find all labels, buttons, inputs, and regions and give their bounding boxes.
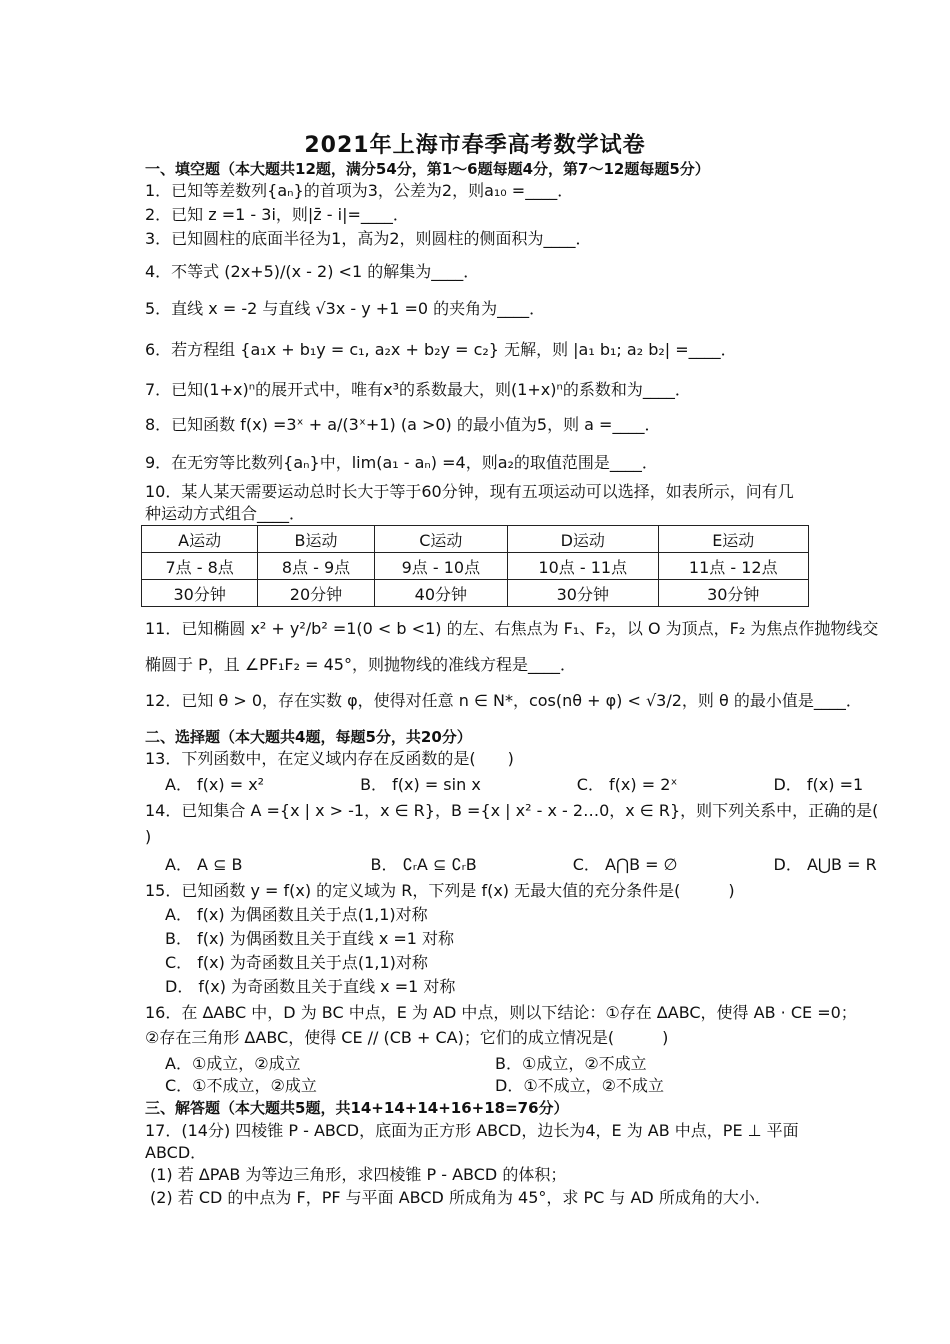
question-16-option-d: D．①不成立，②不成立 bbox=[495, 1076, 665, 1095]
question-15: 15．已知函数 y = f(x) 的定义域为 R，下列是 f(x) 无最大值的充分条件是( ) bbox=[145, 881, 735, 900]
question-17-line-2: ABCD． bbox=[145, 1143, 207, 1162]
question-16-line-2: ②存在三角形 ΔABC，使得 CE // (CB + CA)；它们的成立情况是( ) bbox=[145, 1028, 669, 1047]
table-cell: 30分钟 bbox=[142, 580, 258, 607]
table-cell: 7点 - 8点 bbox=[142, 553, 258, 580]
table-header-cell: B运动 bbox=[258, 526, 374, 553]
question-14-options: A． A ⊆ B B． ∁ᵣA ⊆ ∁ᵣB C． A⋂B = ∅ D． A⋃B = R bbox=[165, 855, 877, 874]
question-3: 3．已知圆柱的底面半径为1，高为2，则圆柱的侧面积为____． bbox=[145, 229, 592, 248]
question-17-line-1: 17．(14分) 四棱锥 P - ABCD，底面为正方形 ABCD，边长为4，E 为 AB 中点，PE ⊥ 平面 bbox=[145, 1121, 799, 1140]
question-17-part-2: (2) 若 CD 的中点为 F，PF 与平面 ABCD 所成角为 45°，求 PC 与 AD 所成角的大小． bbox=[150, 1188, 771, 1207]
question-6: 6．若方程组 {a₁x + b₁y = c₁, a₂x + b₂y = c₂} 无解，则 |a₁ b₁; a₂ b₂| =____． bbox=[145, 340, 737, 359]
exercise-table bbox=[141, 525, 809, 607]
question-11-line-1: 11．已知椭圆 x² + y²/b² =1(0 < b <1) 的左、右焦点为 F₁、F₂，以 O 为顶点，F₂ 为焦点作抛物线交 bbox=[145, 619, 879, 638]
table-cell: 9点 - 10点 bbox=[374, 553, 507, 580]
table-row bbox=[142, 526, 809, 553]
table-cell: 20分钟 bbox=[258, 580, 374, 607]
question-8: 8．已知函数 f(x) =3ˣ + a/(3ˣ+1) (a >0) 的最小值为5，则 a =____． bbox=[145, 415, 661, 434]
section-heading-choice: 二、选择题（本大题共4题，每题5分，共20分） bbox=[145, 728, 472, 746]
question-15-option-b: B． f(x) 为偶函数且关于直线 x =1 对称 bbox=[165, 929, 455, 948]
question-16-option-a: A．①成立，②成立 bbox=[165, 1054, 301, 1073]
question-9: 9．在无穷等比数列{aₙ}中，lim(a₁ - aₙ) =4，则a₂的取值范围是____． bbox=[145, 453, 658, 472]
question-16-line-1: 16．在 ΔABC 中，D 为 BC 中点，E 为 AD 中点，则以下结论：①存在 ΔABC，使得 AB · CE =0； bbox=[145, 1003, 857, 1022]
question-11-line-2: 椭圆于 P，且 ∠PF₁F₂ = 45°，则抛物线的准线方程是____． bbox=[145, 655, 576, 674]
question-2: 2．已知 z =1 - 3i，则|z̄ - i|=____． bbox=[145, 205, 409, 224]
question-14-line-1: 14．已知集合 A ={x | x > -1，x ∈ R}，B ={x | x² - x - 2…0，x ∈ R}，则下列关系中，正确的是( bbox=[145, 801, 879, 820]
question-12: 12．已知 θ > 0，存在实数 φ，使得对任意 n ∈ N*，cos(nθ + φ) < √3/2，则 θ 的最小值是____． bbox=[145, 691, 862, 710]
question-10-line-2: 种运动方式组合____． bbox=[145, 504, 306, 523]
table-header-cell: C运动 bbox=[374, 526, 507, 553]
question-15-option-c: C． f(x) 为奇函数且关于点(1,1)对称 bbox=[165, 953, 428, 972]
question-10-line-1: 10．某人某天需要运动总时长大于等于60分钟，现有五项运动可以选择，如表所示，问有几 bbox=[145, 482, 794, 501]
question-4: 4．不等式 (2x+5)/(x - 2) <1 的解集为____． bbox=[145, 262, 480, 281]
question-15-option-a: A． f(x) 为偶函数且关于点(1,1)对称 bbox=[165, 905, 428, 924]
table-row bbox=[142, 553, 809, 580]
question-17-part-1: (1) 若 ΔPAB 为等边三角形，求四棱锥 P - ABCD 的体积； bbox=[150, 1165, 567, 1184]
table-header-cell: A运动 bbox=[142, 526, 258, 553]
table-cell: 11点 - 12点 bbox=[658, 553, 809, 580]
question-16-option-b: B．①成立，②不成立 bbox=[495, 1054, 647, 1073]
section-heading-fill: 一、填空题（本大题共12题，满分54分，第1～6题每题4分，第7～12题每题5分） bbox=[145, 160, 710, 178]
question-7: 7．已知(1+x)ⁿ的展开式中，唯有x³的系数最大，则(1+x)ⁿ的系数和为____． bbox=[145, 380, 691, 399]
table-cell: 30分钟 bbox=[508, 580, 658, 607]
table-cell: 30分钟 bbox=[658, 580, 809, 607]
table-cell: 40分钟 bbox=[374, 580, 507, 607]
question-13: 13．下列函数中，在定义域内存在反函数的是( ) bbox=[145, 749, 514, 768]
question-1: 1．已知等差数列{aₙ}的首项为3，公差为2，则a₁₀ =____． bbox=[145, 181, 574, 200]
section-heading-answer: 三、解答题（本大题共5题，共14+14+14+16+18=76分） bbox=[145, 1099, 569, 1117]
question-16-option-c: C．①不成立，②成立 bbox=[165, 1076, 317, 1095]
table-header-cell: E运动 bbox=[658, 526, 809, 553]
question-14-line-2: ) bbox=[145, 827, 152, 846]
table-cell: 10点 - 11点 bbox=[508, 553, 658, 580]
page-title: 2021年上海市春季高考数学试卷 bbox=[304, 133, 646, 158]
table-cell: 8点 - 9点 bbox=[258, 553, 374, 580]
question-13-options: A． f(x) = x² B． f(x) = sin x C． f(x) = 2ˣ D． f(x) =1 bbox=[165, 775, 864, 794]
question-15-option-d: D． f(x) 为奇函数且关于直线 x =1 对称 bbox=[165, 977, 456, 996]
table-row bbox=[142, 580, 809, 607]
question-5: 5．直线 x = -2 与直线 √3x - y +1 =0 的夹角为____． bbox=[145, 299, 546, 318]
table-header-cell: D运动 bbox=[508, 526, 658, 553]
